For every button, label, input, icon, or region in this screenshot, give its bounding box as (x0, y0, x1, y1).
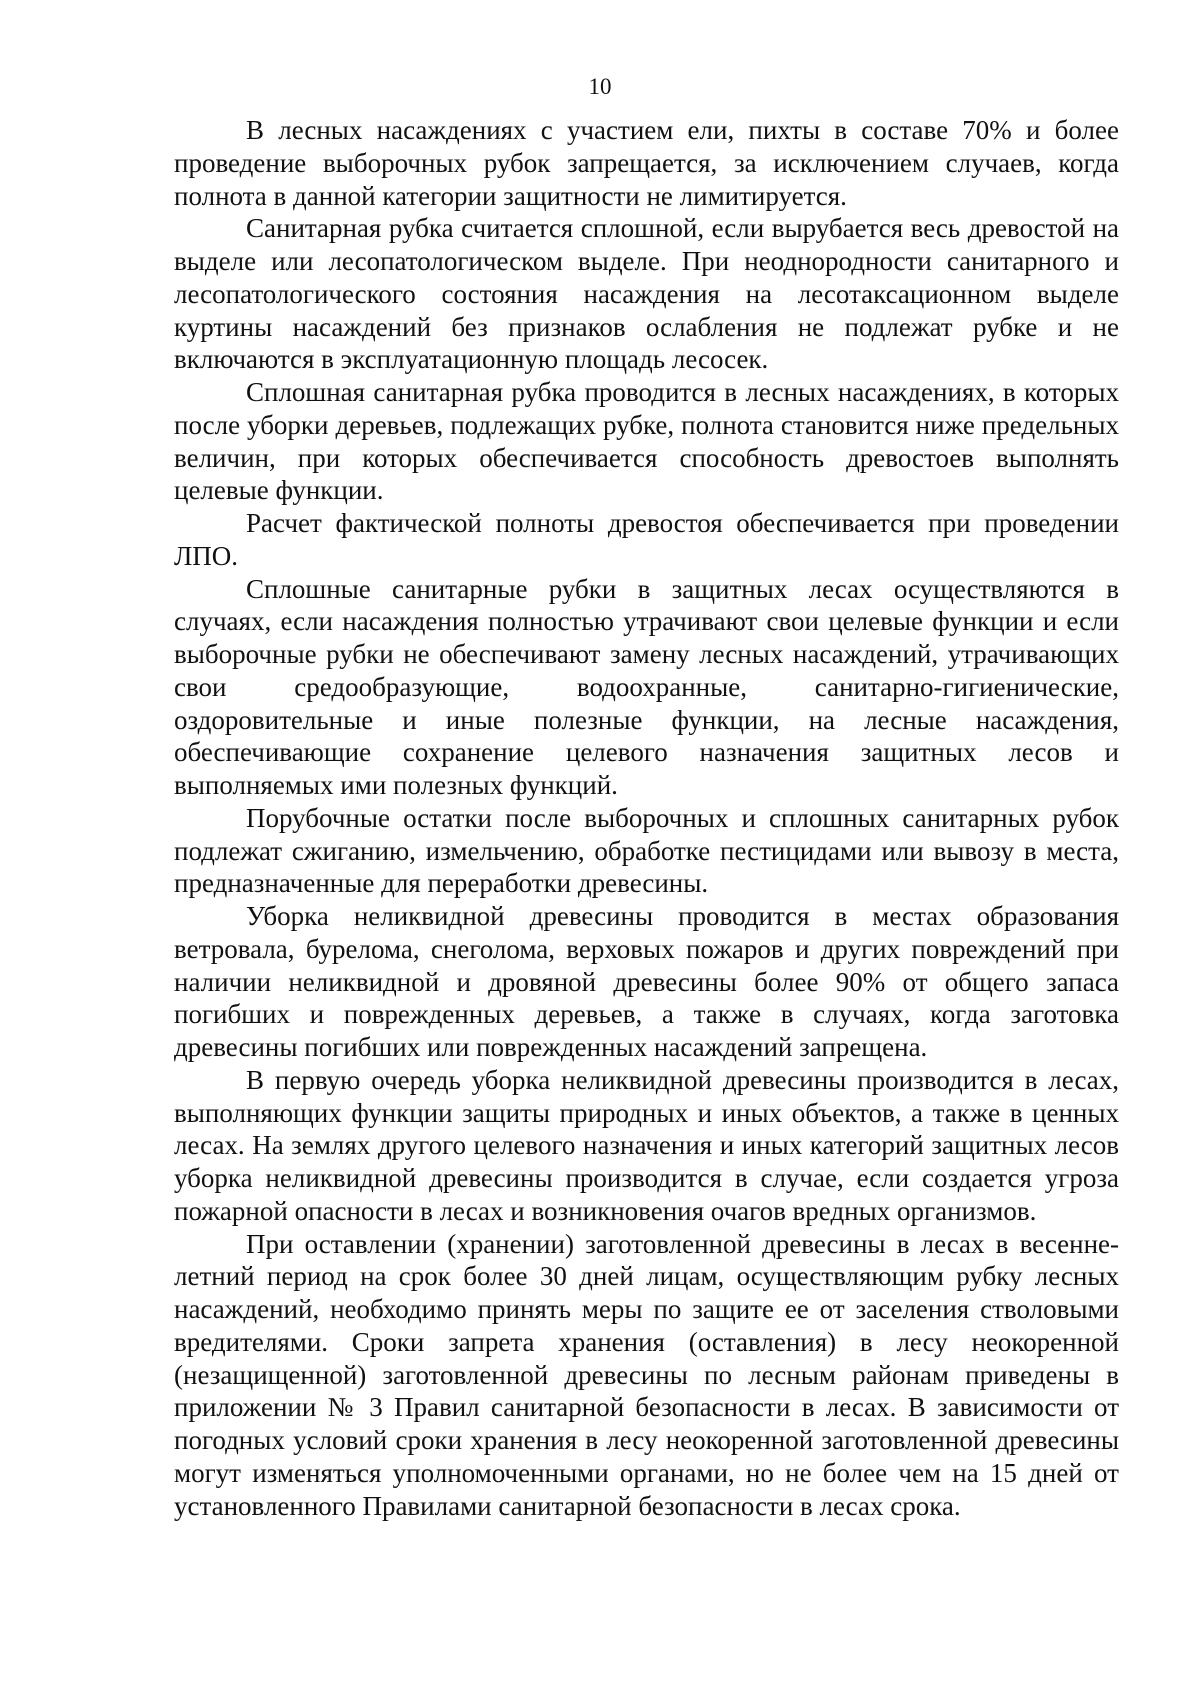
page-number: 10 (588, 74, 612, 99)
body-text (174, 114, 1119, 1522)
paragraph-spruce-fir-selective-felling: В лесных насаждениях с участием ели, пихты в составе 70% и более проведение выборочных рубок запрещается, за исключением случаев, когда полнота в данной категории защитности не лимитируется. (174, 115, 1119, 211)
paragraph-protective-forests-clear-felling: Сплошные санитарные рубки в защитных лесах осуществляются в случаях, если насаждения полностью утрачивают свои целевые функции и если выборочные рубки не обеспечивают замену лесных насаждений, утрачивающих свои средообразующие, водоохранные, санитарно-гигиенические, оздоровительные и иные полезные функции, на лесные насаждения, обеспечивающие сохранение целевого назначения защитных лесов и выполняемых ими полезных функций. (174, 573, 1119, 800)
paragraph-priority-removal: В первую очередь уборка неликвидной древесины производится в лесах, выполняющих функции защиты природных и иных объектов, а также в ценных лесах. На землях другого целевого назначения и иных категорий защитных лесов уборка неликвидной древесины производится в случае, если создается угроза пожарной опасности в лесах и возникновения очагов вредных организмов. (174, 1064, 1119, 1226)
paragraph-sanitary-clear-felling-definition: Санитарная рубка считается сплошной, если вырубается весь древостой на выделе или лесопатологическом выделе. При неоднородности санитарного и лесопатологического состояния насаждения на лесотаксационном выделе куртины насаждений без признаков ослабления не подлежат рубке и не включаются в эксплуатационную площадь лесосек. (174, 213, 1119, 375)
paragraph-harvested-wood-storage: При оставлении (хранении) заготовленной древесины в лесах в весенне-летний период на срок более 30 дней лицам, осуществляющим рубку лесных насаждений, необходимо принять меры по защите ее от заселения стволовыми вредителями. Сроки запрета хранения (оставления) в лесу неокоренной (незащищенной) заготовленной древесины по лесным районам приведены в приложении № 3 Правил санитарной безопасности в лесах. В зависимости от погодных условий сроки хранения в лесу неокоренной заготовленной древесины могут изменяться уполномоченными органами, но не более чем на 15 дней от установленного Правилами санитарной безопасности в лесах срока. (174, 1228, 1119, 1521)
paragraph-unmarketable-wood-removal: Уборка неликвидной древесины проводится в местах образования ветровала, бурелома, снеголома, верховых пожаров и других повреждений при наличии неликвидной и дровяной древесины более 90% от общего запаса погибших и поврежденных деревьев, а также в случаях, когда заготовка древесины погибших или поврежденных насаждений запрещена. (174, 901, 1119, 1062)
paragraph-stand-density-calculation: Расчет фактической полноты древостоя обеспечивается при проведении ЛПО. (174, 508, 1119, 571)
paragraph-clear-sanitary-felling-conditions: Сплошная санитарная рубка проводится в лесных насаждениях, в которых после уборки деревьев, подлежащих рубке, полнота становится ниже предельных величин, при которых обеспечивается способность древостоев выполнять целевые функции. (174, 377, 1119, 506)
paragraph-logging-residues: Порубочные остатки после выборочных и сплошных санитарных рубок подлежат сжиганию, измельчению, обработке пестицидами или вывозу в места, предназначенные для переработки древесины. (174, 802, 1119, 899)
